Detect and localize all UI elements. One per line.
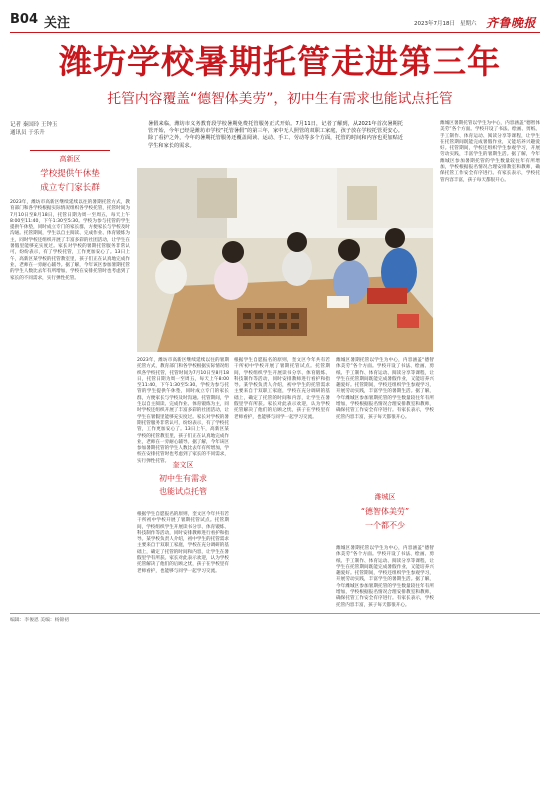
lead-paragraph: 暑假来临，潍坊市义务教育段学校暑期免费托管服务正式开始。7月11日，记者了解到，从2021年首次暑期托管开始，今年已经是潍坊市学校“托管暑假”的第三年，家中无人照管的双职工家庭，孩子放在学校托管更安心。除了看护之外，今年的暑期托管服务还覆盖阅读、运动、手工、劳动等多个方面，托管的时间和内容也更加贴近学生和家长的需求。 [148, 121, 403, 149]
photo-illustration [137, 168, 433, 352]
masthead [10, 8, 540, 32]
byline-reporters: 记者 秦国玲 王钟玉 [10, 122, 58, 128]
issue-date: 2023年7月18日 [414, 21, 455, 27]
section-weicheng-title-line2: 一个都不少 [365, 521, 405, 530]
section-weicheng-header: 潍城区 [374, 493, 396, 501]
section-gaoxin-header: 高新区 [59, 155, 81, 163]
issue-weekday: 星期六 [460, 21, 477, 27]
section-gaoxin-title-line1: 学校提供午休垫 [40, 169, 100, 179]
byline [10, 121, 110, 137]
section-kuiwen-title-line2: 也能试点托管 [159, 487, 207, 496]
byline-correspondent: 通讯员 于乐升 [10, 130, 45, 136]
column-3-text: 根据学生自愿报名的原则，奎文区今年共有若干所初中学校开展了暑期托管试点。托管期间，学校组织学生开展读书分享、体育锻炼、科技制作等活动，同时安排教师进行看护和指导。某学校负责人介绍，初中学生的托管需求主要来自于双职工家庭，学校在充分调研的基础上，确定了托管的时间和内容，让学生在暑假里学有所获。家长对此表示欢迎，认为学校托管解决了他们的后顾之忧，孩子在学校里有老师看护，也能够与同学一起学习交流。 [234, 358, 330, 420]
section-name: 关注 [44, 16, 71, 31]
section-weicheng [336, 486, 434, 546]
headline-title: 潍坊学校暑期托管走进第三年 [59, 42, 501, 81]
masthead-rule [10, 32, 540, 33]
article-photo [137, 168, 433, 352]
column-2-text: 2023年，潍坊市高新区继续延续以往的暑期托管方式，教育部门和各学校根据实际情况组织各学校托管，托管时间为7月10日至8月18日，托管日期为周一至周五，每天上午8:00至11:40，下午1:30至5:30。学校为参与托管的学生提供午休垫，同时成立专门的家长群，方便家长与学校及时沟通。托管期间，学生以自主阅读、完成作业、体育锻炼为主，同时学校还组织开展了丰富多彩的社团活动，让学生在暑假里能够充实度过。家长对学校的暑期托管服务非常认可，纷纷表示，有了学校托管，工作更加安心了。13日上午，高新区某学校的托管教室里，孩子们正在认真地完成作业，老师在一旁耐心辅导。据了解，今年该区参加暑期托管的学生人数比去年有所增加，学校在安排托管时也考虑到了家长的不同需求，实行弹性托管。 [137, 358, 229, 464]
footer-editor: 编辑：李俊恩 美编：杨锦初 [10, 618, 70, 623]
section-kuiwen-header: 奎文区 [172, 461, 194, 469]
paper-logo: 齐鲁晚报 [486, 16, 537, 30]
section-gaoxin-body: 2023年，潍坊市高新区继续延续以往的暑期托管方式，教育部门和各学校根据实际情况组织各学校托管，托管时间为7月10日至8月18日，托管日期为周一至周五，每天上午8:00至11:40，下午1:30至5:30。学校为参与托管的学生提供午休垫，同时成立专门的家长群，方便家长与学校及时沟通。托管期间，学生以自主阅读、完成作业、体育锻炼为主，同时学校还组织开展了丰富多彩的社团活动，让学生在暑假里能够充实度过。家长对学校的暑期托管服务非常认可，纷纷表示，有了学校托管，工作更加安心了。13日上午，高新区某学校的托管教室里，孩子们正在认真地完成作业，老师在一旁耐心辅导。据了解，今年该区参加暑期托管的学生人数比去年有所增加，学校在安排托管时也考虑到了家长的不同需求，实行弹性托管。 [10, 200, 130, 281]
footer-rule [10, 613, 540, 614]
section-gaoxin-divider [30, 150, 110, 151]
headline-subtitle: 托管内容覆盖“德智体美劳”，初中生有需求也能试点托管 [107, 91, 453, 107]
column-4-text: 潍城区暑期托管以学生为中心，内容涵盖“德智体美劳”各个方面。学校开设了书法、绘画、剪纸、手工制作、体育运动、阅读分享等课程，让学生在托管期间既能完成暑假作业，又能培养兴趣爱好。托管期间，学校还组织学生参观学习，开展劳动实践，丰富学生的暑期生活。据了解，今年潍城区参加暑期托管的学生数量较往年有所增加，学校根据报名情况合理安排教室和教师，确保托管工作安全有序进行。有家长表示，学校托管内容丰富，孩子每天都很开心。 [336, 358, 434, 420]
column-right-text: 潍城区暑期托管以学生为中心，内容涵盖“德智体美劳”各个方面。学校开设了书法、绘画、剪纸、手工制作、体育运动、阅读分享等课程，让学生在托管期间既能完成暑假作业，又能培养兴趣爱好。托管期间，学校还组织学生参观学习，开展劳动实践，丰富学生的暑期生活。据了解，今年潍城区参加暑期托管的学生数量较往年有所增加，学校根据报名情况合理安排教室和教师，确保托管工作安全有序进行。有家长表示，学校托管内容丰富，孩子每天都很开心。 [440, 121, 540, 183]
section-number: B04 [10, 12, 38, 27]
section-kuiwen [137, 460, 229, 512]
section-weicheng-body: 潍城区暑期托管以学生为中心，内容涵盖“德智体美劳”各个方面。学校开设了书法、绘画、剪纸、手工制作、体育运动、阅读分享等课程，让学生在托管期间既能完成暑假作业，又能培养兴趣爱好。托管期间，学校还组织学生参观学习，开展劳动实践，丰富学生的暑期生活。据了解，今年潍城区参加暑期托管的学生数量较往年有所增加，学校根据报名情况合理安排教室和教师，确保托管工作安全有序进行。有家长表示，学校托管内容丰富，孩子每天都很开心。 [336, 546, 434, 608]
section-kuiwen-body: 根据学生自愿报名的原则，奎文区今年共有若干所初中学校开展了暑期托管试点。托管期间，学校组织学生开展读书分享、体育锻炼、科技制作等活动，同时安排教师进行看护和指导。某学校负责人介绍，初中学生的托管需求主要来自于双职工家庭，学校在充分调研的基础上，确定了托管的时间和内容，让学生在暑假里学有所获。家长对此表示欢迎，认为学校托管解决了他们的后顾之忧，孩子在学校里有老师看护，也能够与同学一起学习交流。 [137, 512, 229, 574]
section-kuiwen-title-line1: 初中生有需求 [159, 474, 207, 483]
section-gaoxin-title-line2: 成立专门家长群 [40, 183, 100, 193]
section-weicheng-title-line1: “德智体美劳” [360, 507, 410, 516]
